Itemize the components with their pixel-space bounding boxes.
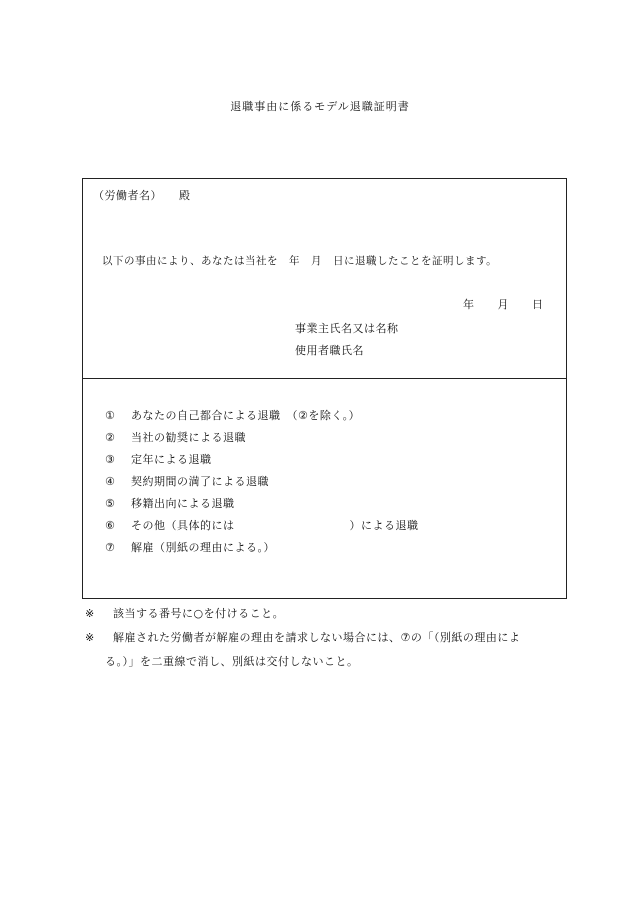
reason-number: ⑦ [105, 541, 116, 554]
reason-item-7 [105, 539, 275, 555]
reason-item-1 [105, 407, 360, 423]
note-mark: ※ [85, 631, 95, 644]
reason-item-4 [105, 473, 269, 489]
certification-statement: 以下の事由により、あなたは当社を 年 月 日に退職したことを証明します。 [102, 255, 498, 267]
reason-text: 当社の勧奨による退職 [131, 431, 246, 444]
reason-number: ⑥ [105, 519, 116, 532]
reason-number: ① [105, 409, 116, 422]
honorific: 殿 [179, 189, 191, 202]
certificate-header-box [82, 178, 567, 379]
employer-name-label: 事業主氏名又は名称 [295, 322, 399, 335]
issue-date-line: 年 月 日 [463, 298, 544, 311]
reason-text: 契約期間の満了による退職 [131, 475, 269, 488]
note-2-continuation [105, 653, 359, 669]
reason-number: ⑤ [105, 497, 116, 510]
note-text: 該当する番号に○を付けること。 [113, 607, 285, 620]
reason-item-3 [105, 451, 212, 467]
worker-name-label: （労働者名） [93, 189, 162, 202]
reason-number: ③ [105, 453, 116, 466]
reason-text: 解雇（別紙の理由による。） [131, 541, 275, 554]
note-1 [85, 605, 284, 621]
document-title: 退職事由に係るモデル退職証明書 [230, 100, 410, 113]
reason-number: ② [105, 431, 116, 444]
note-2 [85, 629, 520, 645]
note-mark: ※ [85, 607, 95, 620]
reasons-box [82, 378, 567, 599]
note-text: 解雇された労働者が解雇の理由を請求しない場合には、⑦の「（別紙の理由によ [113, 631, 521, 644]
reason-text: あなたの自己都合による退職 （②を除く。） [131, 409, 361, 422]
reason-item-2 [105, 429, 246, 445]
reason-item-5 [105, 495, 235, 511]
reason-text: 移籍出向による退職 [131, 497, 235, 510]
user-name-label: 使用者職氏名 [295, 344, 364, 357]
note-text: る。）」を二重線で消し、別紙は交付しないこと。 [105, 655, 359, 668]
reason-text: 定年による退職 [131, 453, 212, 466]
reason-item-6 [105, 517, 419, 533]
reason-number: ④ [105, 475, 116, 488]
reason-text: その他（具体的には ）による退職 [131, 519, 419, 532]
